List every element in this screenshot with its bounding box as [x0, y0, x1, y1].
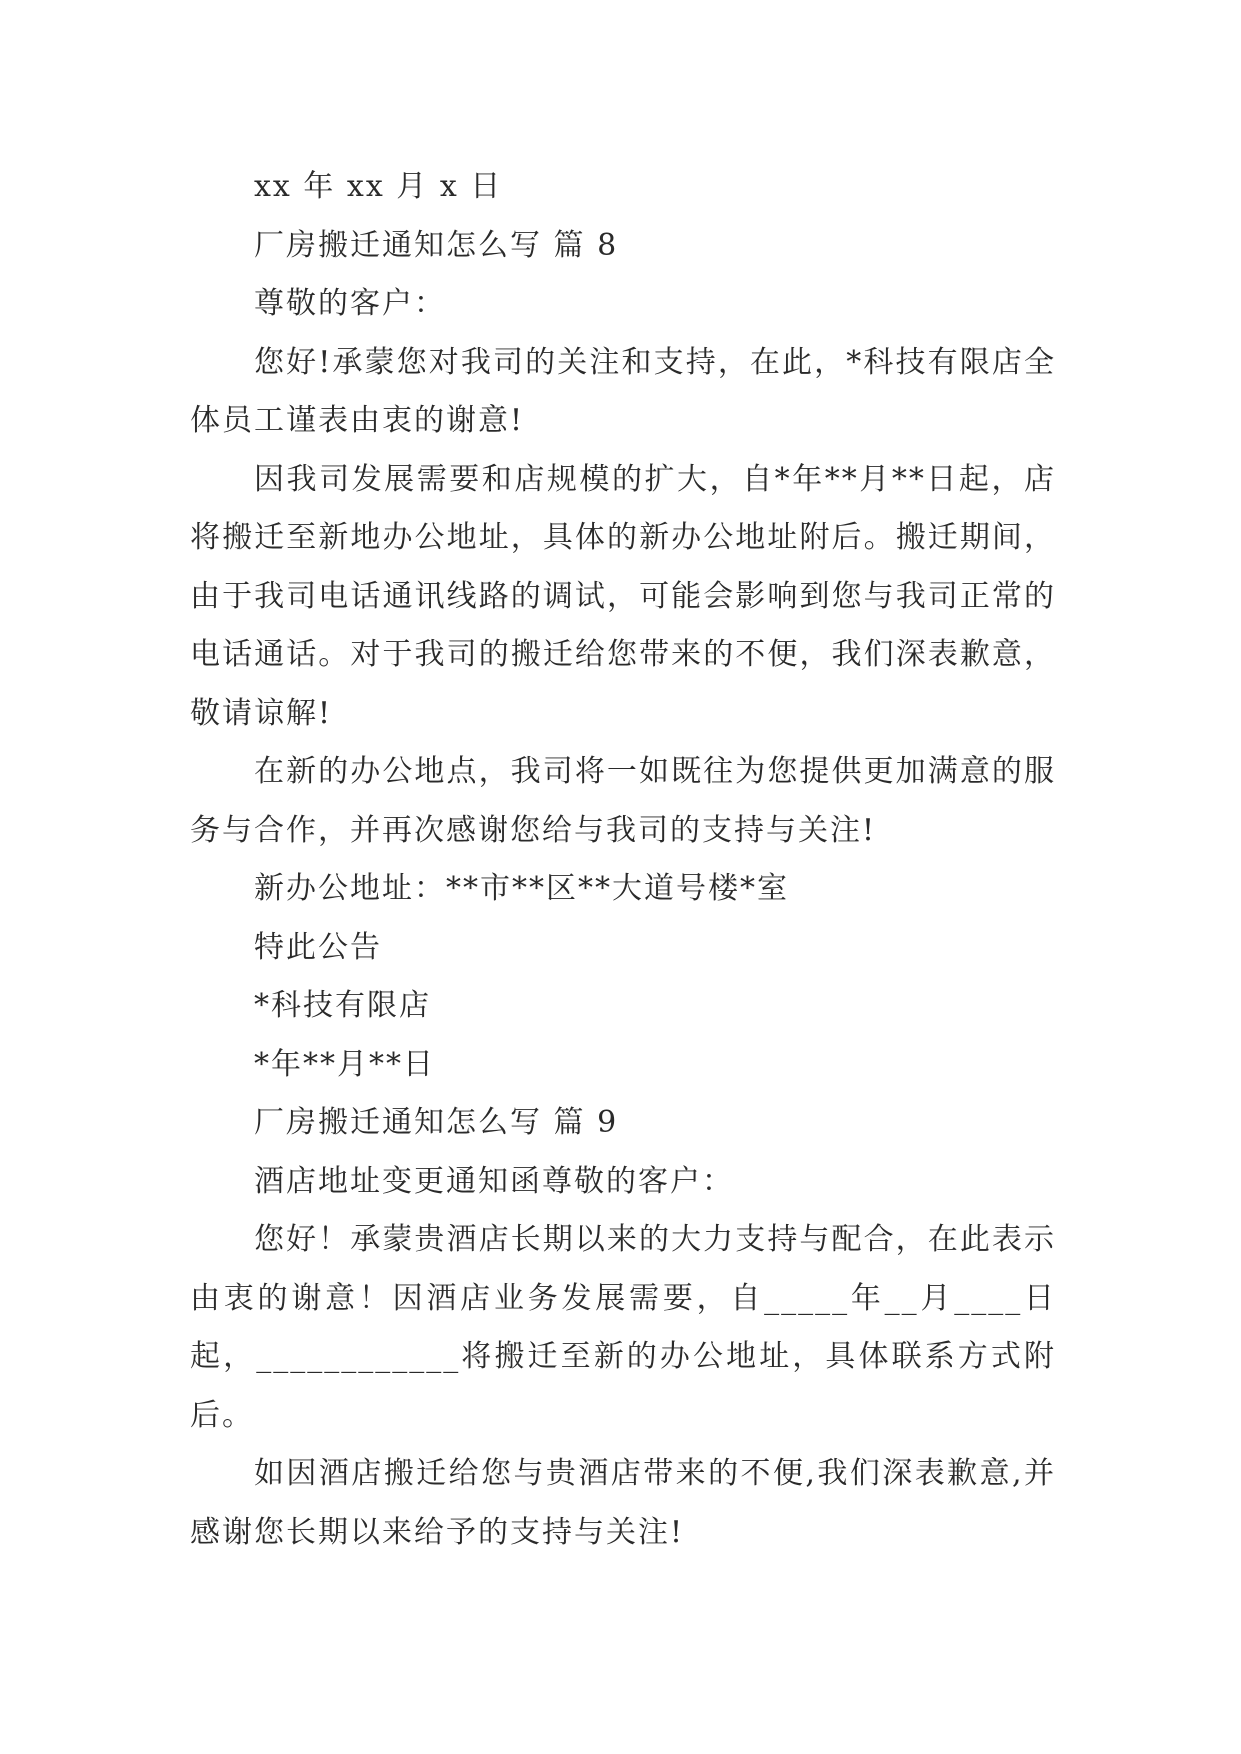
signature-company: *科技有限店: [254, 988, 431, 1023]
body-paragraph: 在新的办公地点，我司将一如既往为您提供更加满意的服务与合作，并再次感谢您给与我司的支持与关注!: [190, 754, 1056, 848]
new-address: 新办公地址：**市**区**大道号楼*室: [254, 871, 789, 906]
section-heading-9: 厂房搬迁通知怎么写 篇 9: [254, 1105, 619, 1140]
signature-date: *年**月**日: [254, 1046, 435, 1082]
document-page: [190, 158, 1056, 1562]
body-paragraph: 因我司发展需要和店规模的扩大，自*年**月**日起，店将搬迁至新地办公地址，具体的新办公地址附后。搬迁期间，由于我司电话通讯线路的调试，可能会影响到您与我司正常的电话通话。对于我司的搬迁给您带来的不便，我们深表歉意，敬请谅解!: [190, 461, 1056, 731]
notice-title: 酒店地址变更通知函尊敬的客户：: [254, 1163, 734, 1199]
body-paragraph: 您好！承蒙贵酒店长期以来的大力支持与配合，在此表示由衷的谢意！因酒店业务发展需要，自_____年__月____日起，____________将搬迁至新的办公地址，具体联系方式附后。: [190, 1222, 1056, 1433]
salutation: 尊敬的客户：: [254, 286, 446, 321]
announcement-closing: 特此公告: [254, 929, 382, 965]
body-paragraph: 您好!承蒙您对我司的关注和支持，在此，*科技有限店全体员工谨表由衷的谢意!: [190, 344, 1056, 438]
date-line: xx 年 xx 月 x 日: [254, 169, 503, 204]
section-heading-8: 厂房搬迁通知怎么写 篇 8: [254, 227, 619, 263]
body-paragraph: 如因酒店搬迁给您与贵酒店带来的不便,我们深表歉意,并感谢您长期以来给予的支持与关注!: [190, 1456, 1056, 1550]
